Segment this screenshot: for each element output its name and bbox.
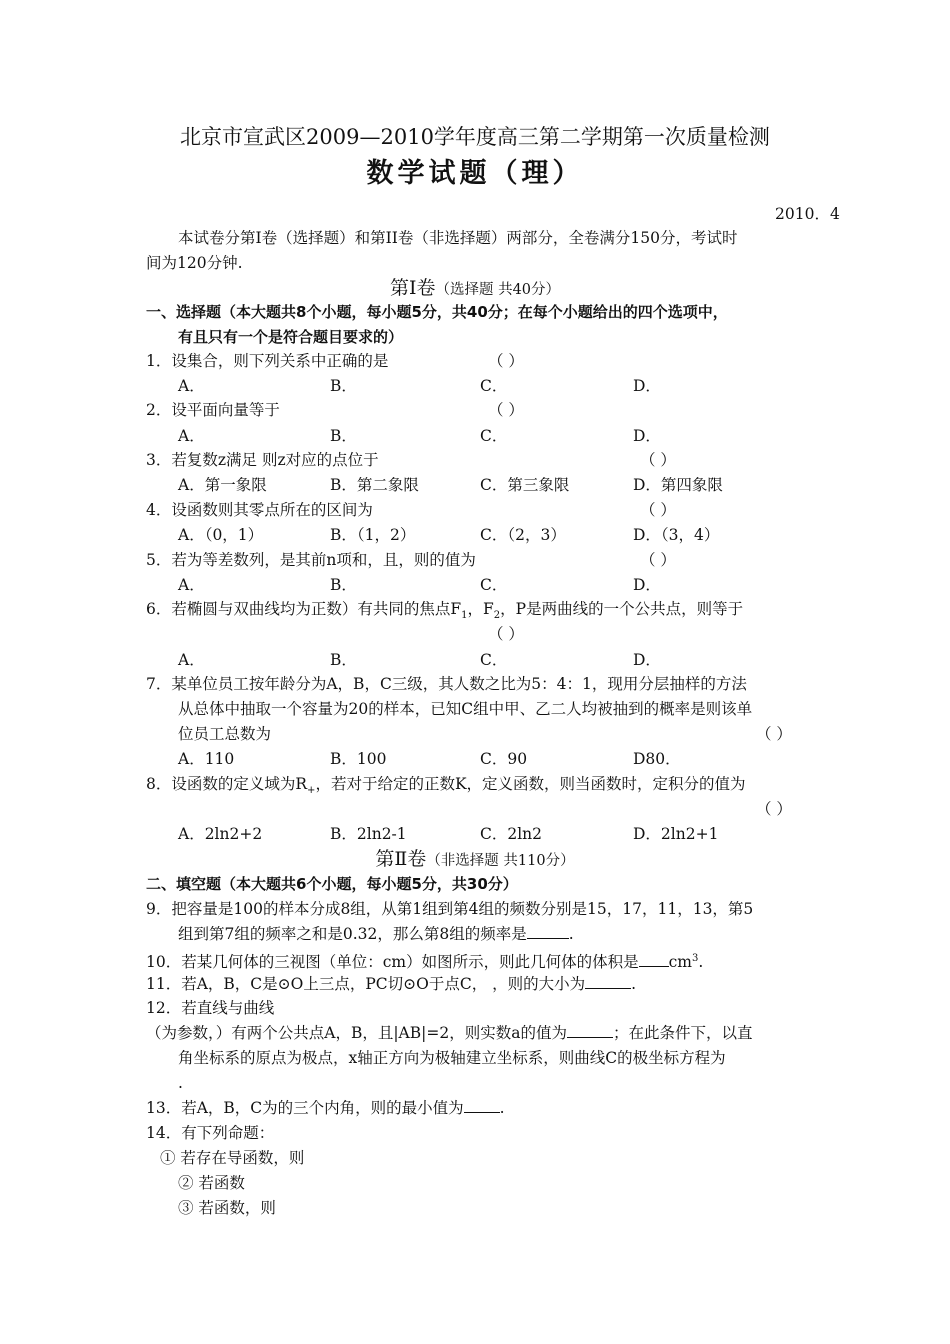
question-8-sub: + — [307, 785, 316, 797]
intro-line-1: 本试卷分第I卷（选择题）和第II卷（非选择题）两部分，全卷满分150分，考试时 — [178, 229, 738, 247]
question-6-sub-2: 2 — [493, 610, 501, 622]
question-8-option-a: A．2ln2+2 — [178, 825, 263, 843]
question-10-end: . — [698, 953, 704, 972]
question-12-blank — [567, 1023, 613, 1038]
question-9-blank — [527, 924, 569, 939]
question-7-option-a: A．110 — [178, 750, 235, 768]
question-3-answer-paren: （ ） — [640, 451, 676, 469]
question-5-stem: 5．若为等差数列，是其前n项和，且，则的值为 — [146, 551, 476, 569]
question-12-line-3: 角坐标系的原点为极点，x轴正方向为极轴建立坐标系，则曲线C的极坐标方程为 — [178, 1049, 726, 1067]
question-7-option-d: D80． — [633, 750, 681, 768]
question-4-option-d: D．（3，4） — [633, 526, 720, 544]
question-6-answer-paren: （ ） — [488, 625, 524, 643]
part2-heading-sub: （非选择题 共110分） — [426, 853, 575, 869]
subject-title: 数学试题（理） — [366, 158, 584, 189]
question-13-blank — [464, 1098, 500, 1113]
question-1-answer-paren: （ ） — [488, 352, 524, 370]
part1-heading-sub: （选择题 共40分） — [435, 282, 561, 298]
question-1-option-b: B． — [330, 377, 357, 395]
question-5-option-c: C． — [480, 576, 508, 594]
exam-date: 2010．4 — [775, 205, 840, 223]
question-4-stem: 4．设函数则其零点所在的区间为 — [146, 501, 373, 519]
question-7-answer-paren: （ ） — [756, 725, 792, 743]
question-1-stem: 1．设集合，则下列关系中正确的是 — [146, 352, 389, 370]
part2-heading — [0, 847, 950, 873]
question-6-option-d: D． — [633, 651, 661, 669]
question-1-option-c: C． — [480, 377, 508, 395]
exam-title: 北京市宣武区2009—2010学年度高三第二学期第一次质量检测 — [180, 125, 770, 149]
question-1-option-a: A． — [178, 377, 205, 395]
question-5-option-d: D． — [633, 576, 661, 594]
question-9-text: 组到第7组的频率之和是0.32，那么第8组的频率是 — [178, 925, 527, 943]
question-14-item-2: ② 若函数 — [178, 1174, 245, 1192]
question-13-text: 13．若A，B，C为的三个内角，则的最小值为 — [146, 1099, 464, 1117]
question-10-blank — [639, 952, 669, 967]
question-3-option-b: B．第二象限 — [330, 476, 419, 494]
question-12-line-2 — [146, 1023, 752, 1043]
question-6-stem-b: ，F — [467, 600, 494, 618]
question-3-option-d: D．第四象限 — [633, 476, 723, 494]
question-6-stem — [146, 599, 743, 626]
question-2-option-a: A． — [178, 427, 205, 445]
question-2-option-b: B． — [330, 427, 357, 445]
section2-heading: 二、填空题（本大题共6个小题，每小题5分，共30分） — [146, 875, 518, 893]
section1-heading: 一、选择题（本大题共8个小题，每小题5分，共40分；在每个小题给出的四个选项中， — [146, 303, 728, 321]
question-14-item-3: ③ 若函数，则 — [178, 1199, 276, 1217]
question-4-option-b: B．（1，2） — [330, 526, 416, 544]
question-8-stem-b: ，若对于给定的正数K，定义函数，则当函数时，定积分的值为 — [315, 775, 746, 793]
question-2-option-c: C． — [480, 427, 508, 445]
question-6-sub-1: 1 — [461, 610, 468, 622]
question-8-answer-paren: （ ） — [756, 800, 792, 818]
question-7-option-c: C．90 — [480, 750, 528, 768]
question-10-text: 10．若某几何体的三视图（单位：cm）如图所示，则此几何体的体积是 — [146, 953, 639, 972]
question-10 — [146, 949, 703, 972]
question-1-option-d: D． — [633, 377, 661, 395]
question-9-end: . — [568, 925, 574, 943]
question-7-option-b: B．100 — [330, 750, 387, 768]
question-8-option-d: D．2ln2+1 — [633, 825, 719, 843]
question-6-option-b: B． — [330, 651, 357, 669]
question-14-stem: 14．有下列命题： — [146, 1124, 275, 1142]
question-13 — [146, 1098, 505, 1118]
question-6-stem-c: ，P是两曲线的一个公共点，则等于 — [500, 600, 744, 618]
question-4-option-a: A．（0，1） — [178, 526, 264, 544]
question-12-line-4: . — [178, 1074, 183, 1092]
question-13-end: . — [499, 1099, 505, 1117]
question-8-stem-a: 8．设函数的定义域为R — [146, 775, 308, 793]
part1-heading-main: 第Ⅰ卷 — [389, 277, 436, 299]
question-6-option-c: C． — [480, 651, 508, 669]
question-8-option-c: C．2ln2 — [480, 825, 543, 843]
question-4-answer-paren: （ ） — [640, 501, 676, 519]
part2-heading-main: 第Ⅱ卷 — [375, 848, 427, 870]
question-12-text-cont: ；在此条件下，以直 — [612, 1024, 753, 1042]
question-11-blank — [585, 974, 631, 989]
question-7-stem-line-2: 从总体中抽取一个容量为20的样本，已知C组中甲、乙二人均被抽到的概率是则该单 — [178, 700, 753, 718]
part1-heading — [0, 276, 950, 302]
question-9-line-1: 9．把容量是100的样本分成8组，从第1组到第4组的频数分别是15，17，11，13，第5 — [146, 900, 754, 918]
question-10-unit: cm — [668, 953, 692, 972]
question-5-answer-paren: （ ） — [640, 551, 676, 569]
question-2-stem: 2．设平面向量等于 — [146, 401, 280, 419]
question-5-option-a: A． — [178, 576, 205, 594]
section1-heading-cont: 有且只有一个是符合题目要求的） — [178, 328, 404, 346]
question-6-option-a: A． — [178, 651, 205, 669]
question-3-option-c: C．第三象限 — [480, 476, 570, 494]
question-11-end: . — [631, 975, 637, 993]
question-7-stem-line-3: 位员工总数为 — [178, 725, 272, 743]
question-14-item-1: ① 若存在导函数，则 — [160, 1149, 305, 1167]
question-10-sup: 3 — [692, 953, 699, 964]
question-6-stem-a: 6．若椭圆与双曲线均为正数）有共同的焦点F — [146, 600, 462, 618]
question-2-option-d: D． — [633, 427, 661, 445]
question-11-text: 11．若A，B，C是⊙O上三点，PC切⊙O于点C， ，则的大小为 — [146, 975, 586, 993]
question-4-option-c: C．（2，3） — [480, 526, 566, 544]
intro-line-2: 间为120分钟. — [146, 254, 243, 272]
question-12-line-1: 12．若直线与曲线 — [146, 999, 275, 1017]
question-3-stem: 3．若复数z满足 则z对应的点位于 — [146, 451, 379, 469]
question-5-option-b: B． — [330, 576, 357, 594]
question-3-option-a: A．第一象限 — [178, 476, 267, 494]
question-7-stem-line-1: 7．某单位员工按年龄分为A，B，C三级，其人数之比为5：4：1，现用分层抽样的方法 — [146, 675, 747, 693]
question-2-answer-paren: （ ） — [488, 401, 524, 419]
question-12-text: （为参数，）有两个公共点A，B，且|AB|=2，则实数a的值为 — [146, 1024, 567, 1042]
question-8-option-b: B．2ln2-1 — [330, 825, 407, 843]
question-8-stem — [146, 774, 746, 801]
question-11 — [146, 974, 636, 994]
question-9-line-2 — [178, 924, 574, 944]
